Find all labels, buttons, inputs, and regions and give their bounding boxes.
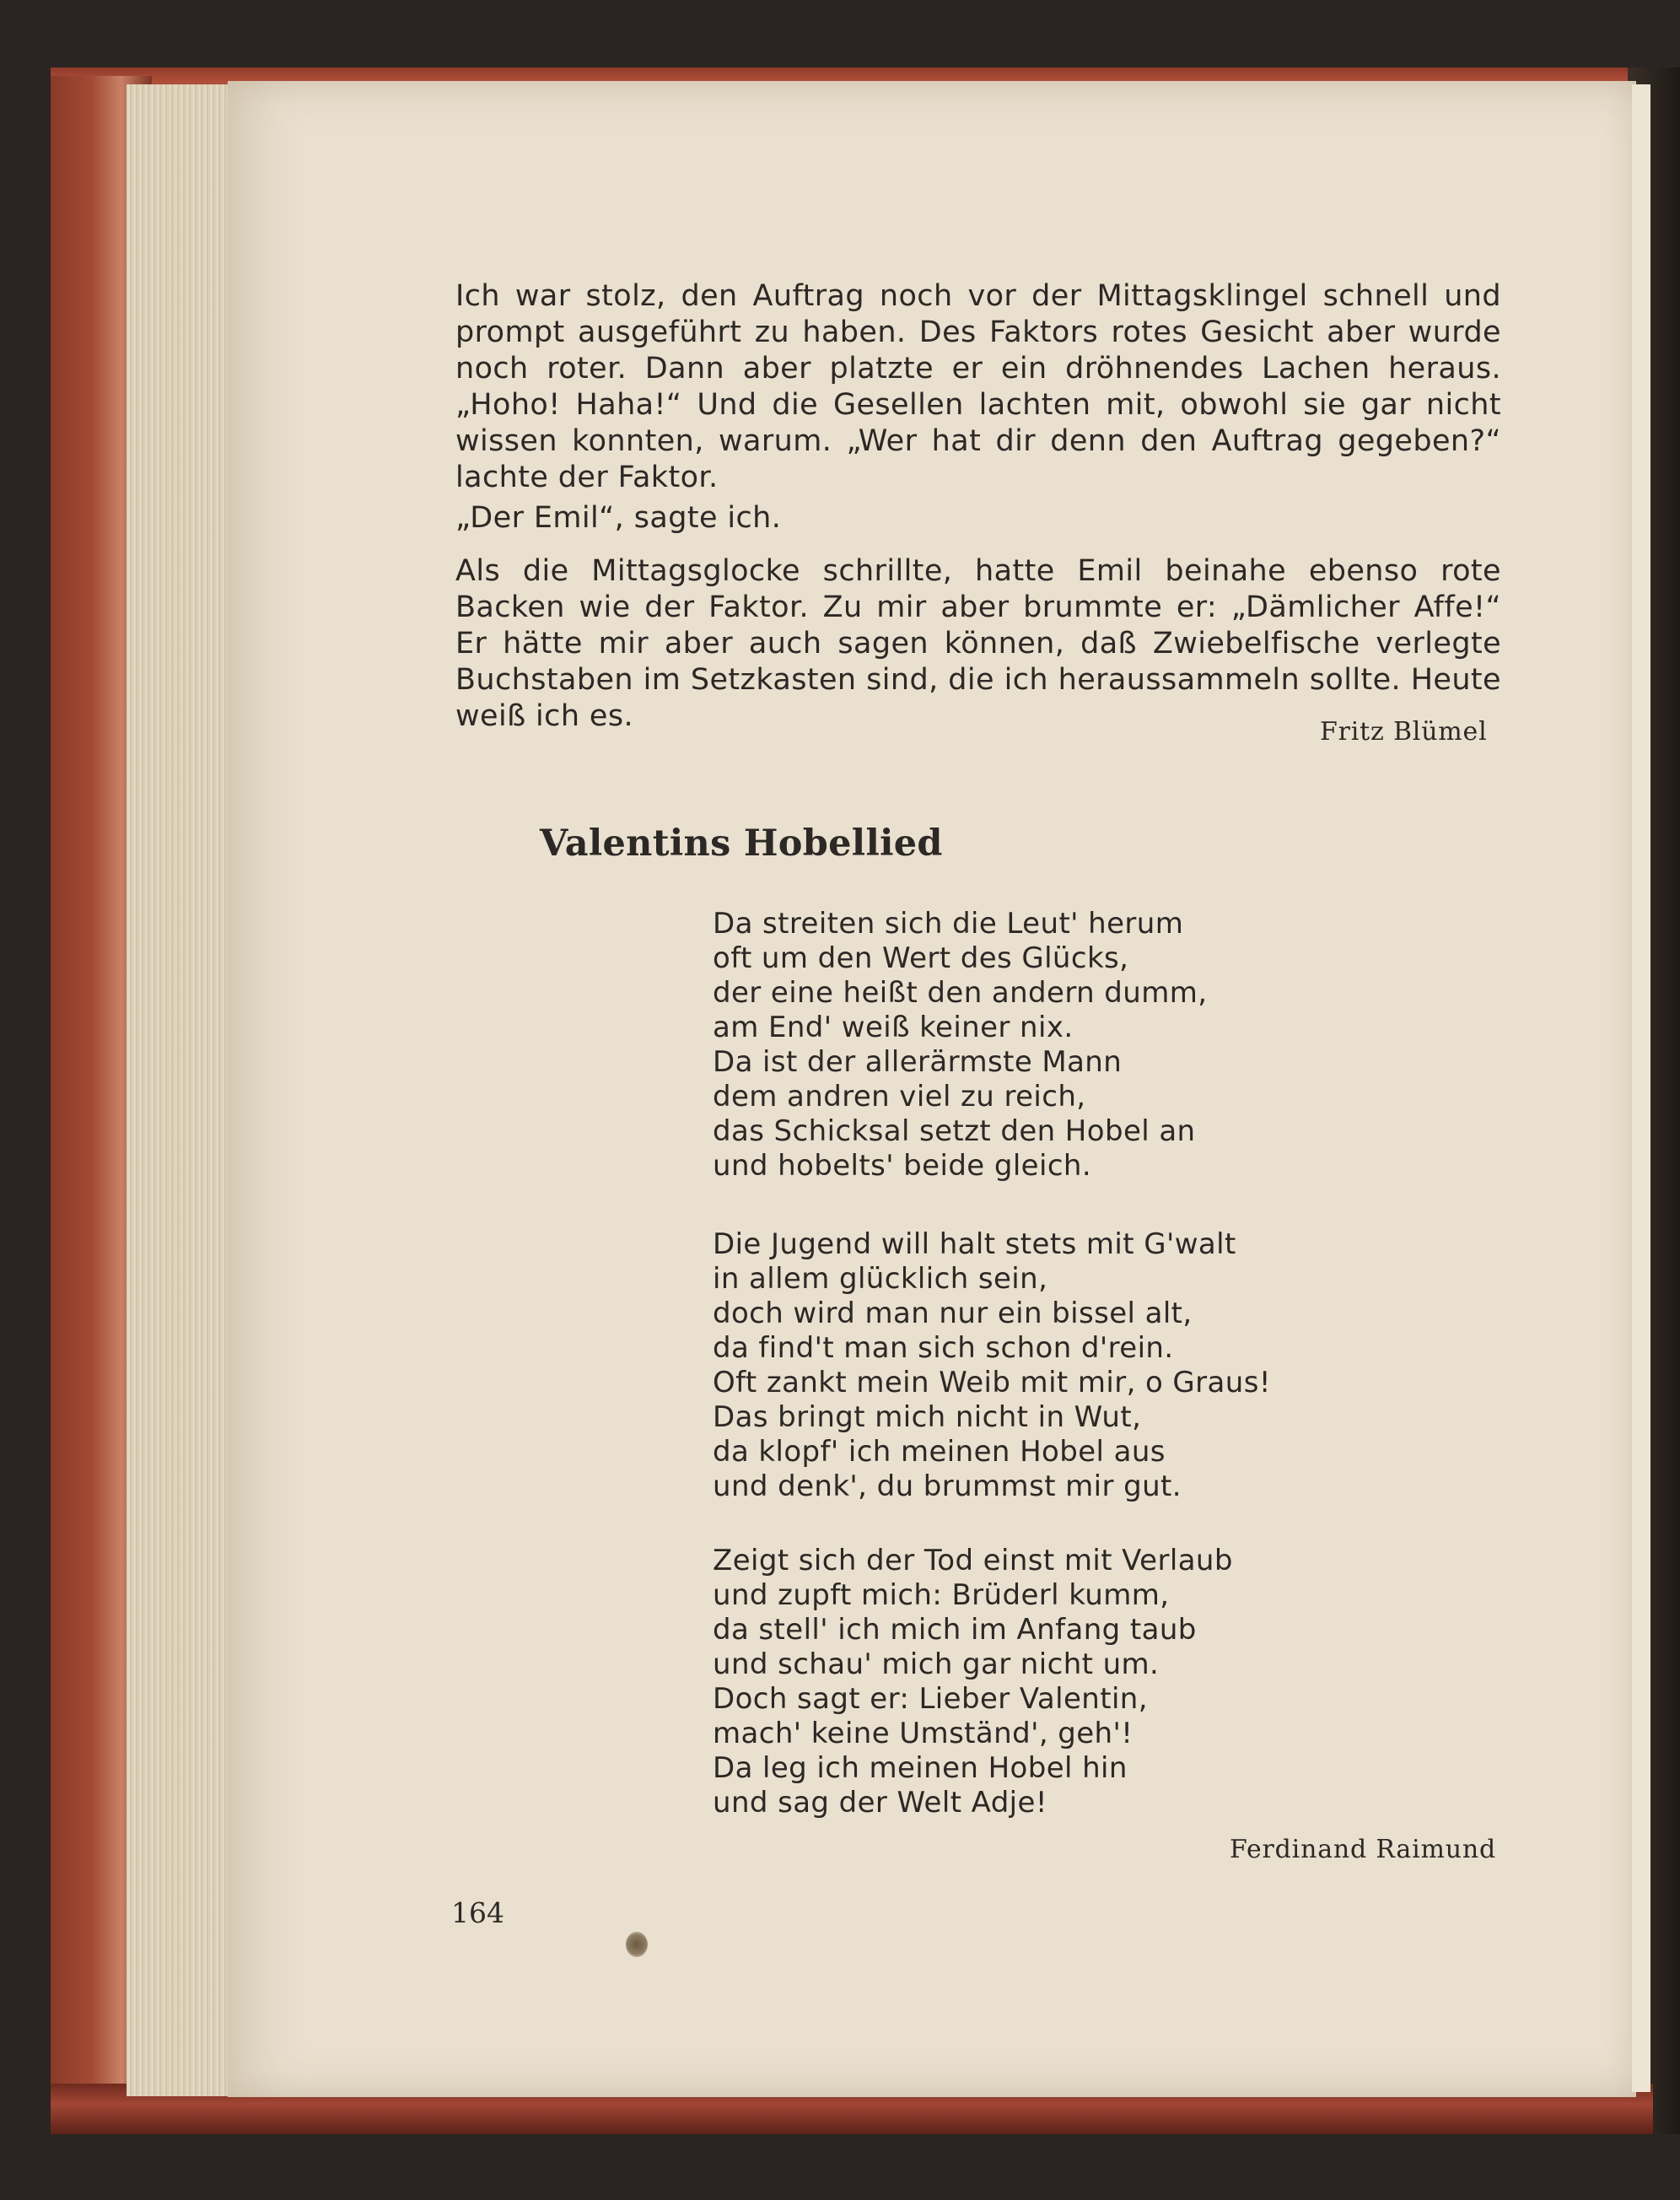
poem-verse: Da streiten sich die Leut' herum <box>713 907 1184 941</box>
prose-paragraph-3 <box>455 553 1501 735</box>
page-number: 164 <box>451 1896 504 1929</box>
prose-line: weiß ich es. <box>455 699 634 733</box>
poem-verse: und sag der Welt Adje! <box>713 1786 1047 1820</box>
poem-verse: da stell' ich mich im Anfang taub <box>713 1613 1197 1647</box>
poem-verse: der eine heißt den andern dumm, <box>713 976 1208 1010</box>
page-right-edge <box>1632 84 1650 2092</box>
poem-verse: oft um den Wert des Glücks, <box>713 941 1129 975</box>
poem-verse: Da leg ich meinen Hobel hin <box>713 1751 1128 1785</box>
poem-verse: und schau' mich gar nicht um. <box>713 1647 1160 1681</box>
prose-line: „Der Emil“, sagte ich. <box>455 501 782 535</box>
prose-line: noch roter. Dann aber platzte er ein dröhnendes Lachen heraus. <box>455 352 1501 386</box>
poem-verse: mach' keine Umständ', geh'! <box>713 1717 1133 1750</box>
poem-verse: in allem glücklich sein, <box>713 1262 1048 1296</box>
prose-line: prompt ausgeführt zu haben. Des Faktors rotes Gesicht aber wurde <box>455 315 1501 349</box>
poem-stanza-1 <box>713 907 1207 1184</box>
poem-stanza-3 <box>713 1544 1233 1820</box>
prose-line: Als die Mittagsglocke schrillte, hatte Emil beinahe ebenso rote <box>455 554 1501 588</box>
prose-line: lachte der Faktor. <box>455 461 719 494</box>
prose-line: Er hätte mir aber auch sagen können, daß Zwiebelfische verlegte <box>455 627 1501 661</box>
poem-verse: und denk', du brummst mir gut. <box>713 1469 1182 1503</box>
poem-verse: doch wird man nur ein bissel alt, <box>713 1297 1193 1330</box>
paper-stain <box>626 1932 648 1957</box>
poem-verse: Da ist der allerärmste Mann <box>713 1045 1123 1079</box>
poem-verse: und zupft mich: Brüderl kumm, <box>713 1578 1170 1612</box>
page-edges <box>127 84 236 2096</box>
poem-verse: Zeigt sich der Tod einst mit Verlaub <box>713 1544 1233 1577</box>
poem-verse: Das bringt mich nicht in Wut, <box>713 1400 1142 1434</box>
poem-author: Ferdinand Raimund <box>1230 1835 1496 1864</box>
poem-verse: Die Jugend will halt stets mit G'walt <box>713 1227 1236 1261</box>
prose-paragraph-1 <box>455 278 1501 496</box>
prose-line: wissen konnten, warum. „Wer hat dir denn den Auftrag gegeben?“ <box>455 424 1501 458</box>
poem-verse: da klopf' ich meinen Hobel aus <box>713 1435 1166 1469</box>
poem-verse: da find't man sich schon d'rein. <box>713 1331 1174 1365</box>
prose-line: Ich war stolz, den Auftrag noch vor der Mittagsklingel schnell und <box>455 279 1501 313</box>
prose-paragraph-2 <box>455 500 1501 537</box>
poem-verse: Doch sagt er: Lieber Valentin, <box>713 1682 1148 1716</box>
poem-verse: Oft zankt mein Weib mit mir, o Graus! <box>713 1366 1271 1399</box>
poem-stanza-2 <box>713 1227 1271 1504</box>
poem-verse: das Schicksal setzt den Hobel an <box>713 1114 1196 1148</box>
poem-title: Valentins Hobellied <box>540 822 943 865</box>
prose-line: Buchstaben im Setzkasten sind, die ich heraussammeln sollte. Heute <box>455 663 1501 697</box>
poem-verse: dem andren viel zu reich, <box>713 1080 1086 1113</box>
prose-author: Fritz Blümel <box>1320 717 1488 747</box>
poem-verse: am End' weiß keiner nix. <box>713 1011 1074 1044</box>
prose-line: Backen wie der Faktor. Zu mir aber brummte er: „Dämlicher Affe!“ <box>455 590 1501 624</box>
poem-verse: und hobelts' beide gleich. <box>713 1149 1092 1183</box>
prose-line: „Hoho! Haha!“ Und die Gesellen lachten mit, obwohl sie gar nicht <box>455 388 1501 422</box>
